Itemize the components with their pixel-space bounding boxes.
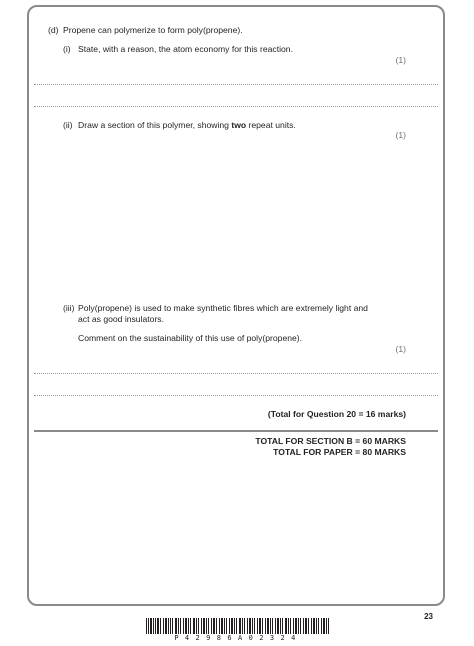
part-i-marks: (1) [395,55,406,65]
part-i-label: (i) [63,44,71,54]
part-iii-line2: act as good insulators. [78,314,164,324]
divider [34,430,438,432]
question-d-stem: Propene can polymerize to form poly(propene). [63,25,243,35]
answer-line[interactable] [34,373,438,374]
section-total: TOTAL FOR SECTION B = 60 MARKS [255,436,406,446]
drawing-area[interactable] [60,142,440,297]
answer-line[interactable] [34,395,438,396]
answer-line[interactable] [34,84,438,85]
part-ii-marks: (1) [395,130,406,140]
question-d-label: (d) [48,25,59,35]
barcode-bars [146,618,330,634]
part-i-text: State, with a reason, the atom economy for this reaction. [78,44,293,54]
question-total: (Total for Question 20 = 16 marks) [267,409,406,419]
page-number: 23 [424,612,433,621]
part-ii-text: Draw a section of this polymer, showing two repeat units. [78,120,296,130]
part-iii-marks: (1) [395,344,406,354]
part-iii-label: (iii) [63,303,75,313]
answer-line[interactable] [34,106,438,107]
paper-total: TOTAL FOR PAPER = 80 MARKS [273,447,406,457]
barcode-text: P42986A02324 [174,634,302,642]
part-ii-label: (ii) [63,120,73,130]
part-iii-instruction: Comment on the sustainability of this use of poly(propene). [78,333,303,343]
part-iii-line1: Poly(propene) is used to make synthetic fibres which are extremely light and [78,303,368,313]
barcode [146,618,330,644]
